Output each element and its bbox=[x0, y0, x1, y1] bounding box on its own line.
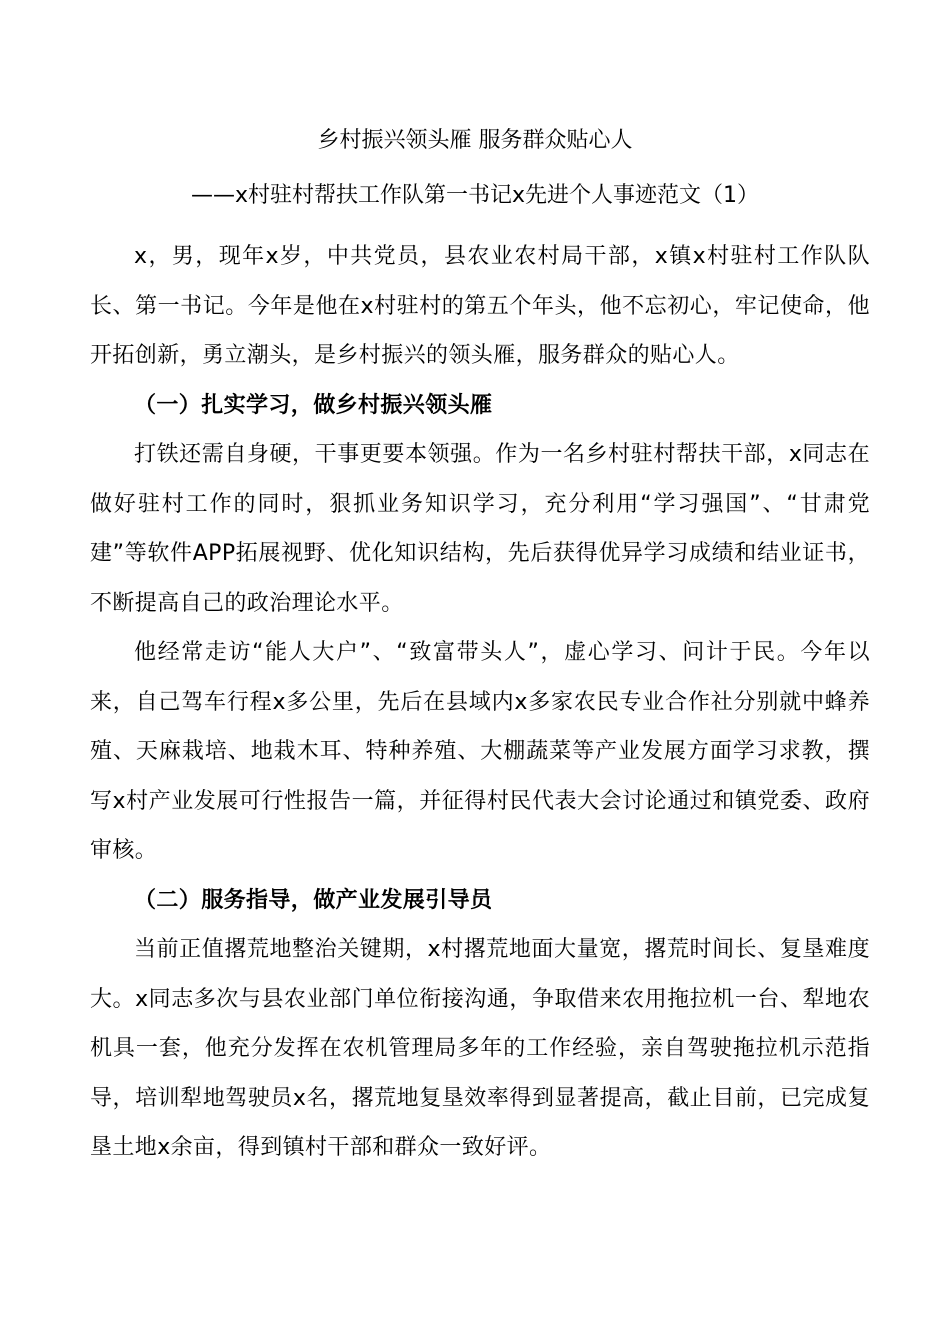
intro-paragraph: x，男，现年x岁，中共党员，县农业农村局干部，x镇x村驻村工作队队长、第一书记。今年是他在x村驻村的第五个年头，他不忘初心，牢记使命，他开拓创新，勇立潮头，是乡村振兴的领头雁，服务群众的贴心人。 bbox=[90, 244, 870, 368]
section-1-paragraph-1: 打铁还需自身硬，干事更要本领强。作为一名乡村驻村帮扶干部，x同志在做好驻村工作的同时，狠抓业务知识学习，充分利用“学习强国”、“甘肃党建”等软件APP拓展视野、优化知识结构，先后获得优异学习成绩和结业证书，不断提高自己的政治理论水平。 bbox=[90, 442, 870, 616]
section-heading-1: （一）扎实学习，做乡村振兴领头雁 bbox=[134, 392, 493, 418]
document-title: 乡村振兴领头雁 服务群众贴心人 bbox=[317, 128, 633, 153]
section-1-paragraph-2: 他经常走访“能人大户”、“致富带头人”，虚心学习、问计于民。今年以来，自己驾车行程x多公里，先后在县域内x多家农民专业合作社分别就中蜂养殖、天麻栽培、地栽木耳、特种养殖、大棚蔬菜等产业发展方面学习求教，撰写x村产业发展可行性报告一篇，并征得村民代表大会讨论通过和镇党委、政府审核。 bbox=[90, 640, 870, 863]
document-body bbox=[90, 232, 870, 1173]
section-heading-2: （二）服务指导，做产业发展引导员 bbox=[134, 887, 493, 913]
section-2-paragraph-1: 当前正值撂荒地整治关键期，x村撂荒地面大量宽，撂荒时间长、复垦难度大。x同志多次与县农业部门单位衔接沟通，争取借来农用拖拉机一台、犁地农机具一套，他充分发挥在农机管理局多年的工作经验，亲自驾驶拖拉机示范指导，培训犁地驾驶员x名，撂荒地复垦效率得到显著提高，截止目前，已完成复垦土地x余亩，得到镇村干部和群众一致好评。 bbox=[90, 937, 870, 1160]
document-subtitle: ——x村驻村帮扶工作队第一书记x先进个人事迹范文（1） bbox=[190, 183, 760, 208]
